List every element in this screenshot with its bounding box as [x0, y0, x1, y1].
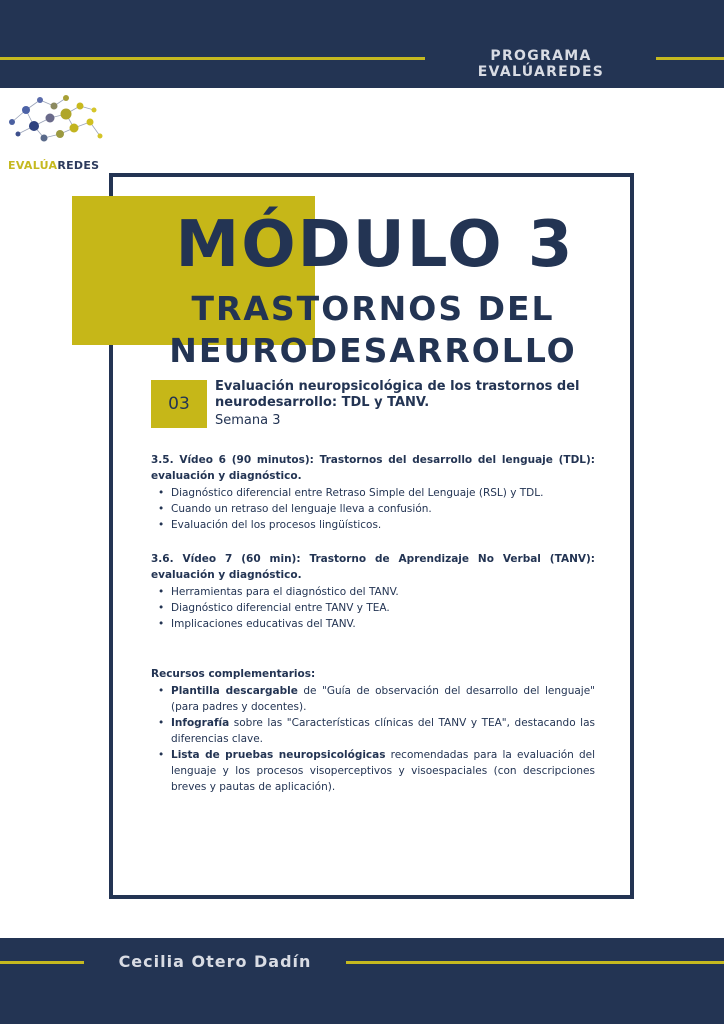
author-name: Cecilia Otero Dadín	[118, 952, 312, 971]
video7-block	[151, 551, 595, 632]
section-week: Semana 3	[215, 413, 281, 428]
logo-wordmark	[8, 159, 99, 172]
resource-title: Infografía	[171, 717, 230, 729]
video6-list	[151, 485, 595, 533]
footer-rule-right	[346, 961, 724, 964]
resource-description: recomendadas para la evaluación del lenguaje y los procesos visoperceptivos y visoespaciales (con descripciones breves y pautas de aplicación).	[171, 749, 595, 793]
resource-description: sobre las "Características clínicas del TANV y TEA", destacando las diferencias clave.	[171, 717, 595, 745]
list-item: • Herramientas para el diagnóstico del TANV.	[151, 584, 595, 600]
footer-band	[0, 938, 724, 1024]
module-title: MÓDULO 3	[175, 208, 575, 282]
program-label: PROGRAMA EVALÚAREDES	[477, 48, 605, 80]
resources-block	[151, 666, 595, 795]
list-item: • Diagnóstico diferencial entre TANV y TEA.	[151, 600, 595, 616]
module-subtitle-line2: NEURODESARROLLO	[169, 331, 577, 370]
video7-list	[151, 584, 595, 632]
video6-heading: 3.5. Vídeo 6 (90 minutos): Trastornos del desarrollo del lenguaje (TDL): evaluación y diagnóstico.	[151, 454, 595, 482]
list-item	[151, 715, 595, 747]
logo-text-part1: EVALÚA	[8, 159, 58, 172]
list-item: • Cuando un retraso del lenguaje lleva a confusión.	[151, 501, 595, 517]
list-item	[151, 747, 595, 795]
list-item: • Evaluación del los procesos lingüísticos.	[151, 517, 595, 533]
logo-text-part2: REDES	[57, 159, 100, 172]
network-nodes-icon	[4, 92, 108, 158]
module-subtitle	[150, 288, 596, 372]
resources-list	[151, 683, 595, 795]
resource-title: Plantilla descargable	[171, 685, 298, 697]
video6-block	[151, 452, 595, 533]
logo	[4, 92, 108, 172]
footer-rule-left	[0, 961, 84, 964]
list-item: • Diagnóstico diferencial entre Retraso Simple del Lenguaje (RSL) y TDL.	[151, 485, 595, 501]
video7-heading: 3.6. Vídeo 7 (60 min): Trastorno de Aprendizaje No Verbal (TANV): evaluación y diagnóstico.	[151, 553, 595, 581]
resources-heading: Recursos complementarios:	[151, 668, 316, 680]
header-rule-right	[656, 57, 724, 60]
resource-title: Lista de pruebas neuropsicológicas	[171, 749, 386, 761]
list-item: • Implicaciones educativas del TANV.	[151, 616, 595, 632]
header-rule-left	[0, 57, 425, 60]
section-number-badge: 03	[151, 380, 207, 428]
resource-description: de "Guía de observación del desarrollo del lenguaje" (para padres y docentes).	[171, 685, 595, 713]
section-heading: Evaluación neuropsicológica de los trastornos del neurodesarrollo: TDL y TANV.	[215, 379, 580, 410]
module-subtitle-line1: TRASTORNOS DEL	[191, 289, 555, 328]
list-item	[151, 683, 595, 715]
